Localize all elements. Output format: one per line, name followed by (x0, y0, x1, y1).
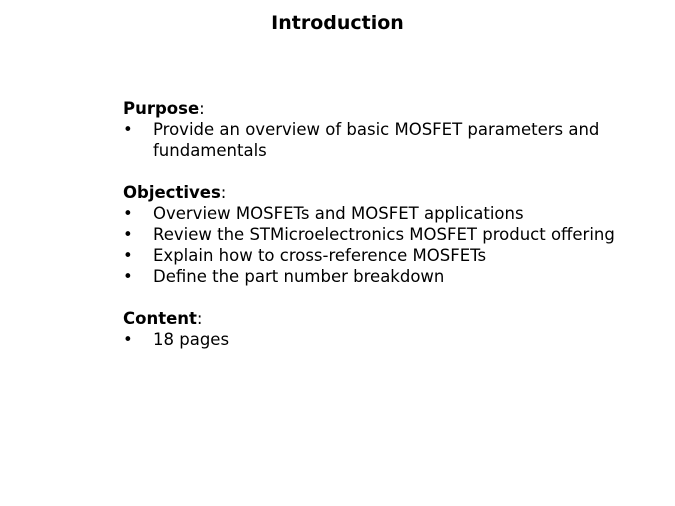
list-item (123, 119, 643, 161)
bullet-list (123, 329, 643, 350)
section-content (123, 308, 643, 350)
heading-colon: : (196, 309, 203, 328)
bullet-icon: • (123, 267, 133, 286)
spacer (123, 287, 643, 308)
heading-colon: : (199, 99, 205, 118)
section-heading-label: Purpose (123, 99, 200, 118)
bullet-list (123, 119, 643, 161)
section-heading-label: Objectives (123, 183, 221, 202)
slide-body (123, 98, 643, 350)
heading-colon: : (220, 183, 227, 202)
bullet-icon: • (123, 120, 133, 139)
section-heading-label: Content (123, 309, 197, 328)
list-item (123, 266, 643, 287)
bullet-text: 18 pages (153, 330, 230, 349)
section-heading (123, 98, 643, 119)
section-heading (123, 182, 643, 203)
bullet-list (123, 203, 643, 287)
list-item (123, 245, 643, 266)
bullet-icon: • (123, 225, 133, 244)
bullet-icon: • (123, 246, 133, 265)
list-item (123, 203, 643, 224)
bullet-icon: • (123, 330, 133, 349)
list-item (123, 224, 643, 245)
bullet-icon: • (123, 204, 133, 223)
bullet-text: Overview MOSFETs and MOSFET applications (153, 204, 524, 223)
slide-title: Introduction (271, 12, 404, 34)
list-item (123, 329, 643, 350)
bullet-text: Define the part number breakdown (153, 267, 445, 286)
bullet-text: Provide an overview of basic MOSFET parameters and fundamentals (153, 120, 600, 160)
section-heading (123, 308, 643, 329)
bullet-text: Review the STMicroelectronics MOSFET product offering (153, 225, 615, 244)
section-objectives (123, 182, 643, 287)
section-purpose (123, 98, 643, 161)
spacer (123, 161, 643, 182)
bullet-text: Explain how to cross-reference MOSFETs (153, 246, 487, 265)
